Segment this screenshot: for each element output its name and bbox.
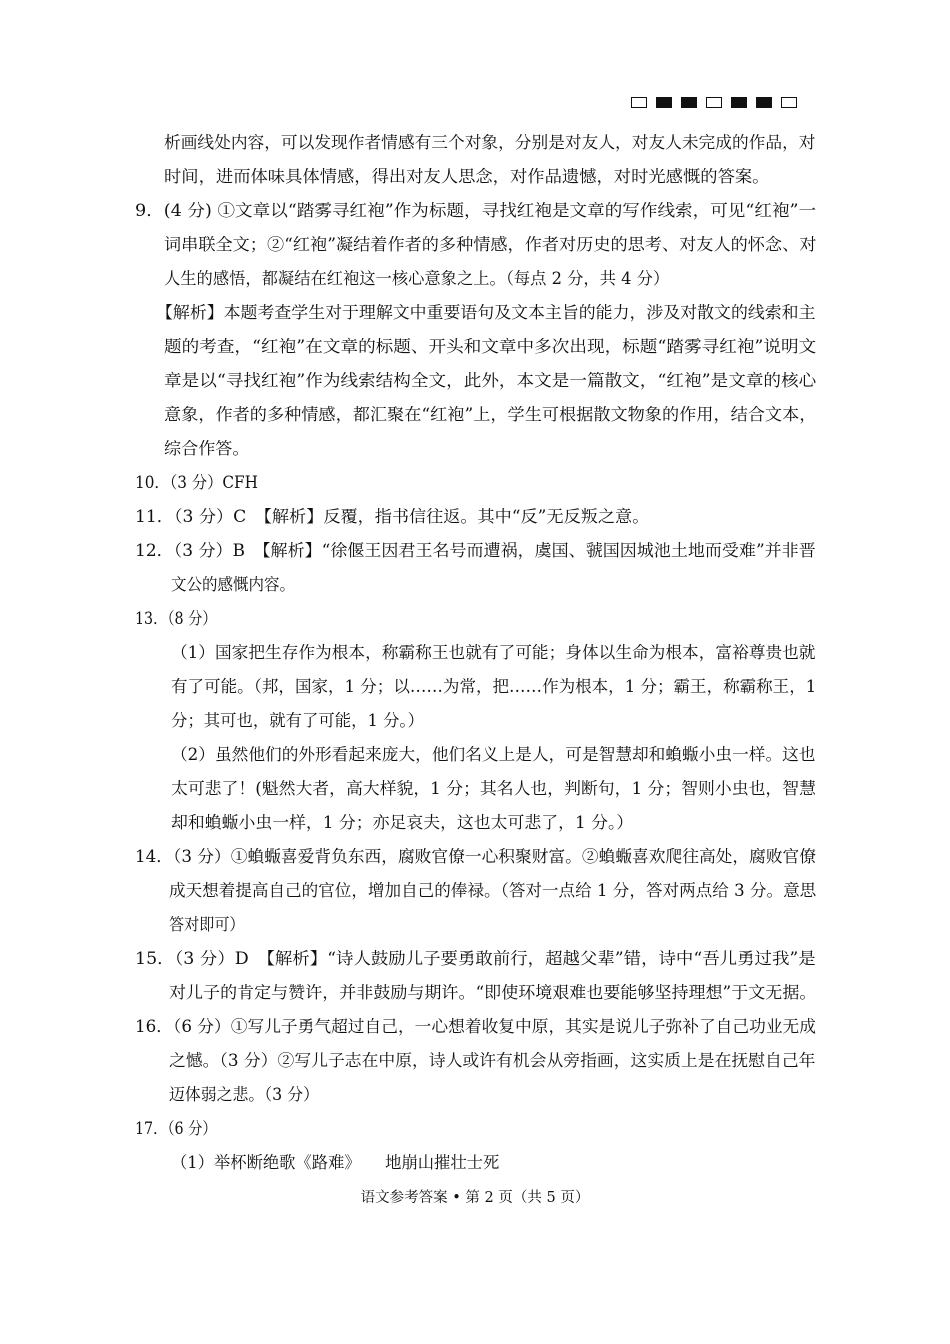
text-line: 迈体弱之悲。（3 分） [169, 1085, 319, 1104]
text-line: 题的考查，“红袍”在文章的标题、开头和文章中多次出现，标题“踏雾寻红袍”说明文 [164, 337, 817, 356]
filled-square-icon [756, 97, 772, 108]
question-10: 10．（3 分）CFH [135, 473, 258, 492]
text-line: 对儿子的肯定与赞许，并非鼓励与期许。“即使环境艰难也要能够坚持理想”于文无据。 [169, 983, 817, 1002]
question-12: 12．（3 分）B 【解析】“徐偃王因君王名号而遭祸，虞国、虢国因城池土地而受难”并非晋 [135, 541, 816, 560]
text-line: 文公的感慨内容。 [171, 575, 295, 594]
analysis-line: 【解析】本题考查学生对于理解文中重要语句及文本主旨的能力，涉及对散文的线索和主 [156, 303, 816, 322]
text-line: 之憾。（3 分）②写儿子志在中原，诗人或许有机会从旁指画，这实质上是在抚慰自己年 [169, 1051, 816, 1070]
empty-square-icon [631, 97, 647, 108]
filled-square-icon [681, 97, 697, 108]
question-17: 17．（6 分） [135, 1119, 217, 1138]
text-line: 有了可能。（邦，国家，1 分；以……为常，把……作为根本，1 分；霸王，称霸称王，1 [171, 677, 817, 696]
text-line: 成天想着提高自己的官位，增加自己的俸禄。（答对一点给 1 分，答对两点给 3 分。意思 [169, 881, 817, 900]
question-14: 14．（3 分）①蝜蝂喜爱背负东西，腐败官僚一心积聚财富。②蝜蝂喜欢爬往高处，腐败官僚 [135, 847, 816, 866]
text-line: 时间，进而体味具体情感，得出对友人思念，对作品遗憾，对时光感慨的答案。 [164, 167, 770, 186]
question-16: 16．（6 分）①写儿子勇气超过自己，一心想着收复中原，其实是说儿子弥补了自己功业无成 [135, 1017, 816, 1036]
text-line: 却和蝜蝂小虫一样，1 分；亦足哀夫，这也太可悲了，1 分。） [171, 813, 634, 832]
filled-square-icon [731, 97, 747, 108]
text-line: 人生的感悟，都凝结在红袍这一核心意象之上。（每点 2 分，共 4 分） [164, 269, 670, 288]
question-15: 15．（3 分）D 【解析】“诗人鼓励儿子要勇敢前行，超越父辈”错，诗中“吾儿勇过我”是 [135, 949, 816, 968]
text-line: 词串联全文；②“红袍”凝结着作者的多种情感，作者对历史的思考、对友人的怀念、对 [164, 235, 817, 254]
question-9: 9．(4 分) ①文章以“踏雾寻红袍”作为标题，寻找红袍是文章的写作线索，可见“红袍”一 [135, 201, 817, 220]
question-11: 11．（3 分）C 【解析】反覆，指书信往返。其中“反”无反叛之意。 [135, 507, 650, 526]
text-line: （1）举杯断绝歌《路难》 地崩山摧壮士死 [171, 1153, 500, 1172]
text-line: 章是以“寻找红袍”作为线索结构全文，此外，本文是一篇散文，“红袍”是文章的核心 [164, 371, 817, 390]
question-13: 13．（8 分） [135, 609, 217, 628]
empty-square-icon [706, 97, 722, 108]
page-footer: 语文参考答案 • 第 2 页（共 5 页） [360, 1190, 590, 1206]
text-line: 析画线处内容，可以发现作者情感有三个对象，分别是对友人，对友人未完成的作品，对 [164, 133, 816, 152]
text-line: 太可悲了！(魁然大者，高大样貌，1 分；其名人也，判断句，1 分；智则小虫也，智慧 [171, 779, 816, 798]
filled-square-icon [656, 97, 672, 108]
empty-square-icon [781, 97, 797, 108]
text-line: 答对即可） [169, 915, 245, 934]
text-line: 分；其可也，就有了可能，1 分。） [171, 711, 424, 730]
text-line: （1）国家把生存作为根本，称霸称王也就有了可能；身体以生命为根本，富裕尊贵也就 [171, 643, 816, 662]
text-line: （2）虽然他们的外形看起来庞大，他们名义上是人，可是智慧却和蝜蝂小虫一样。这也 [171, 745, 816, 764]
text-line: 意象，作者的多种情感，都汇聚在“红袍”上，学生可根据散文物象的作用，结合文本， [164, 405, 817, 424]
text-line: 综合作答。 [164, 439, 250, 458]
header-marks [631, 97, 797, 108]
